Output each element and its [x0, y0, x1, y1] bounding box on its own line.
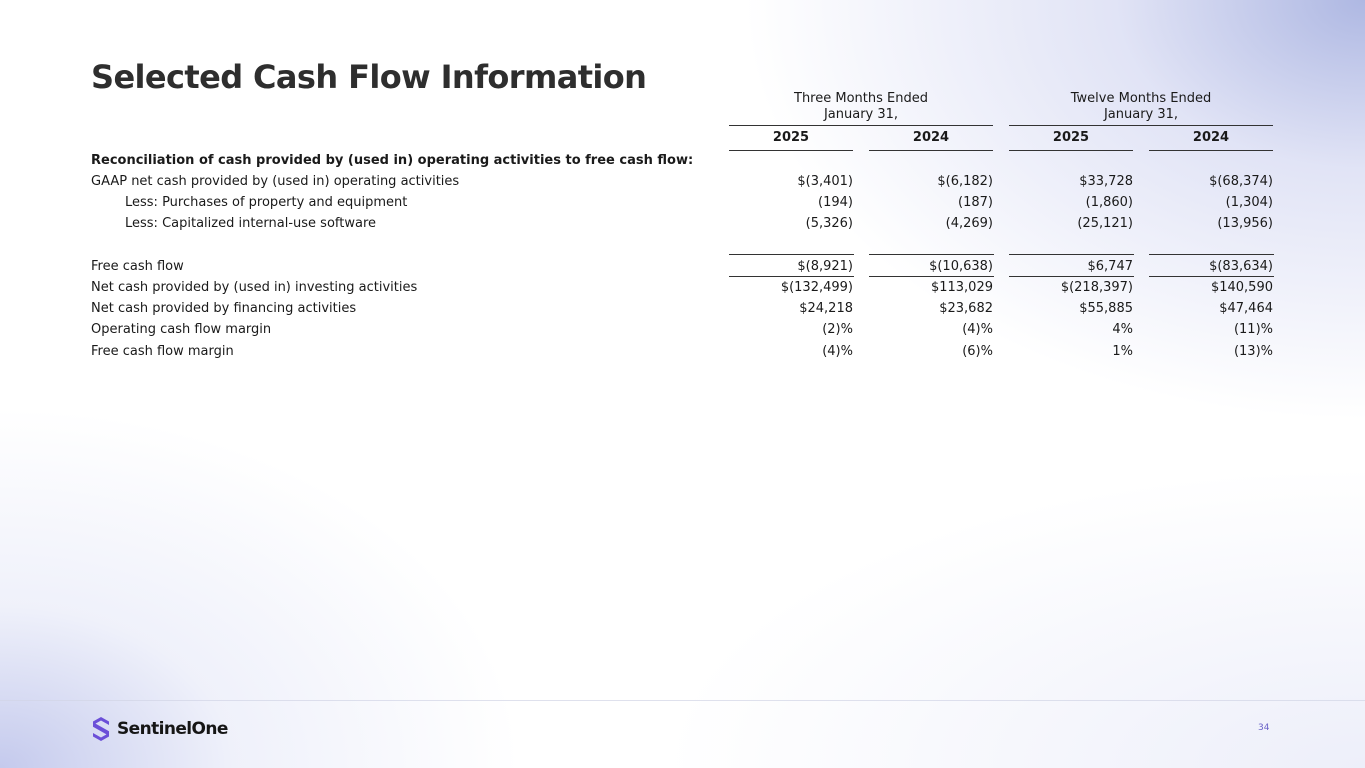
- cell-value: $(6,182): [937, 174, 993, 189]
- row-label: Operating cash flow margin: [91, 322, 272, 337]
- cell-value: (2)%: [822, 322, 853, 337]
- cell-value: (25,121): [1077, 216, 1133, 231]
- cell-value: (4)%: [822, 344, 853, 359]
- cell-value: $47,464: [1219, 301, 1273, 316]
- row-label: Net cash provided by (used in) investing activities: [91, 280, 418, 295]
- page-title: Selected Cash Flow Information: [91, 58, 647, 96]
- cell-value: (6)%: [962, 344, 993, 359]
- cell-value: $23,682: [939, 301, 993, 316]
- row-label: Less: Capitalized internal-use software: [125, 216, 377, 231]
- cell-value: (11)%: [1233, 322, 1273, 337]
- table-row: [0, 319, 1365, 340]
- cell-value: (1,304): [1225, 195, 1273, 210]
- year-header-fy-2025: 2025: [1009, 128, 1133, 151]
- footer-divider: [0, 700, 1365, 701]
- subtotal-rule: [1149, 254, 1274, 255]
- cell-value: $24,218: [799, 301, 853, 316]
- cell-value: $(68,374): [1209, 174, 1273, 189]
- table-row-free-cash-flow: [0, 256, 1365, 277]
- row-label: Free cash flow margin: [91, 344, 234, 359]
- row-label: Free cash flow: [91, 259, 184, 274]
- cell-value: (4)%: [962, 322, 993, 337]
- table-row: [0, 341, 1365, 362]
- table-row-reconciliation-heading: [0, 150, 1365, 171]
- cell-value: (5,326): [805, 216, 853, 231]
- cell-value: (13)%: [1233, 344, 1273, 359]
- column-group-twelve-months: [1009, 91, 1273, 126]
- row-label: Less: Purchases of property and equipment: [125, 195, 408, 210]
- table-row: [0, 213, 1365, 234]
- cell-value: $(10,638): [929, 259, 993, 274]
- cell-value: (4,269): [945, 216, 993, 231]
- subtotal-rule: [1009, 254, 1134, 255]
- year-header-q-2025: 2025: [729, 128, 853, 151]
- row-label: Reconciliation of cash provided by (used in) operating activities to free cash flow:: [91, 153, 694, 168]
- cell-value: $6,747: [1087, 259, 1133, 274]
- logo-wordmark: SentinelOne: [117, 719, 228, 739]
- cell-value: $(8,921): [797, 259, 853, 274]
- column-group-label: Twelve Months Ended: [1070, 91, 1212, 106]
- cell-value: 4%: [1112, 322, 1133, 337]
- subtotal-rule: [869, 254, 994, 255]
- sentinelone-logo: [91, 716, 228, 742]
- table-row: [0, 171, 1365, 192]
- sentinelone-logo-icon: [91, 716, 111, 742]
- cell-value: (13,956): [1217, 216, 1273, 231]
- cell-value: 1%: [1112, 344, 1133, 359]
- table-row: [0, 192, 1365, 213]
- cell-value: $(83,634): [1209, 259, 1273, 274]
- column-group-sublabel: January 31,: [823, 107, 899, 122]
- cell-value: $(132,499): [780, 280, 853, 295]
- year-header-q-2024: 2024: [869, 128, 993, 151]
- row-label: GAAP net cash provided by (used in) operating activities: [91, 174, 460, 189]
- row-label: Net cash provided by financing activities: [91, 301, 357, 316]
- cell-value: $33,728: [1079, 174, 1133, 189]
- cell-value: (187): [958, 195, 993, 210]
- table-row: [0, 277, 1365, 298]
- table-row: [0, 298, 1365, 319]
- year-header-fy-2024: 2024: [1149, 128, 1273, 151]
- cell-value: $140,590: [1210, 280, 1273, 295]
- column-group-three-months: [729, 91, 993, 126]
- column-group-sublabel: January 31,: [1103, 107, 1179, 122]
- subtotal-rule: [729, 254, 854, 255]
- cell-value: $55,885: [1079, 301, 1133, 316]
- cell-value: (194): [818, 195, 853, 210]
- cell-value: $(3,401): [797, 174, 853, 189]
- page-number: 34: [1258, 723, 1270, 733]
- cell-value: (1,860): [1085, 195, 1133, 210]
- column-group-label: Three Months Ended: [794, 91, 928, 106]
- cell-value: $(218,397): [1060, 280, 1133, 295]
- cell-value: $113,029: [930, 280, 993, 295]
